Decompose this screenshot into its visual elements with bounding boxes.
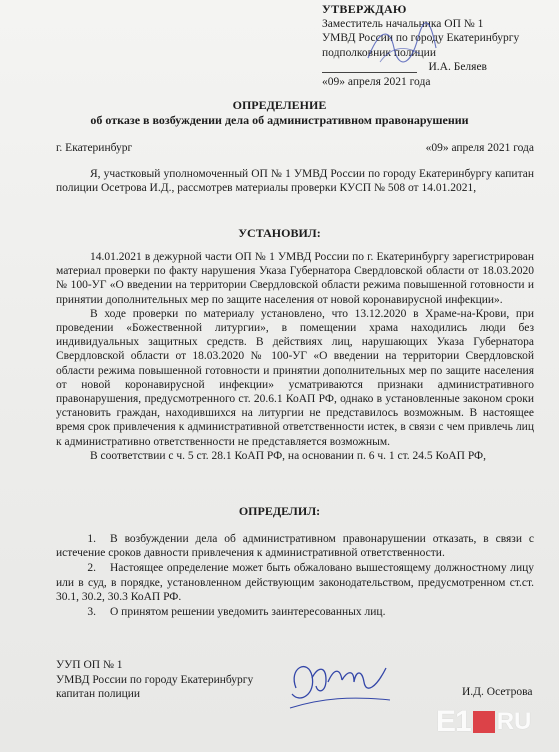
approval-block — [322, 2, 519, 89]
signatory-line-2: УМВД России по городу Екатеринбургу — [56, 673, 254, 686]
intro-text: Я, участковый уполномоченный ОП № 1 УМВД России по городу Екатеринбургу капитан полиции Осетрова И.Д., рассмотрев материалы проверки КУСП № 508 от 14.01.2021, — [56, 168, 534, 195]
established-paragraph-1: 14.01.2021 в дежурной части ОП № 1 УМВД России по г. Екатеринбургу зарегистрирован материал проверки по факту нарушения Указа Губернатора Свердловской области от 18.03.2020 № 100-УГ «О введении на территории Свердловской области режима повышенной готовности и принятии дополнительных мер по защите населения от новой коронавирусной инфекции». — [56, 251, 534, 306]
document-date: «09» апреля 2021 года — [425, 142, 534, 154]
approval-heading: УТВЕРЖДАЮ — [322, 2, 407, 16]
established-section — [56, 250, 534, 463]
established-heading: УСТАНОВИЛ: — [238, 226, 321, 240]
signatory-line-1: УУП ОП № 1 — [56, 659, 123, 671]
decided-item-number: 3. — [87, 606, 96, 619]
approval-line-3: подполковник полиции — [322, 46, 436, 59]
document-title: ОПРЕДЕЛЕНИЕ — [232, 98, 327, 112]
approval-signature-line — [322, 60, 487, 75]
decided-item — [56, 605, 534, 619]
decided-item-number: 1. — [87, 533, 96, 545]
intro-paragraph — [56, 167, 534, 195]
decided-item-number: 2. — [87, 562, 96, 575]
established-paragraph-2: В ходе проверки по материалу установлено, что 13.12.2020 в Храме-на-Крови, при проведении «Божественной литургии», в помещении храма находились люди без индивидуальных защитных средств. В действиях лиц, нарушающих Указа Губернатора Свердловской области от 18.03.2020 № 100-УГ «О введении на территории Свердловской области режима повышенной готовности и принятии дополнительных мер по защите населения от новой коронавирусной инфекции» усматриваются признаки административного правонарушения, предусмотренного ст. 20.6.1 КоАП РФ, однако в установленные законом сроки установить граждан, находившихся на литургии не представилось возможным. В настоящее время срок привлечения к административной ответственности истек, в связи с чем привлечь лиц к административно ответственности не представляется возможным. — [56, 307, 534, 448]
logo-text-right: RU — [496, 708, 532, 735]
approval-date: «09» апреля 2021 года — [322, 75, 431, 88]
established-paragraph-3: В соответствии с ч. 5 ст. 28.1 КоАП РФ, на основании п. 6 ч. 1 ст. 24.5 КоАП РФ, — [90, 449, 487, 462]
decided-item-text: О принятом решении уведомить заинтересованных лиц. — [110, 606, 386, 619]
logo-red-square-icon — [473, 711, 495, 733]
handwritten-signature-icon — [282, 648, 394, 716]
decided-item-text: Настоящее определение может быть обжаловано вышестоящему должностному лицу или в суд, в порядке, установленном действующим законодательством, предусмотренном ст.ст. 30.1, 30.2, 30.3 КоАП РФ. — [56, 562, 534, 603]
approval-signer: И.А. Беляев — [428, 61, 487, 73]
place-date-row — [56, 142, 534, 154]
logo-text-left: E1 — [436, 705, 471, 738]
decided-item — [56, 561, 534, 604]
document-city: г. Екатеринбург — [56, 142, 133, 154]
signatory-line-3: капитан полиции — [56, 688, 141, 700]
e1-logo — [436, 702, 556, 742]
decided-heading: ОПРЕДЕЛИЛ: — [238, 504, 321, 518]
signatory-name: И.Д. Осетрова — [462, 686, 533, 698]
approval-line-2: УМВД России по городу Екатеринбургу — [322, 32, 520, 44]
document-subtitle: об отказе в возбуждении дела об административном правонарушении — [90, 113, 469, 127]
approval-line-1: Заместитель начальника ОП № 1 — [322, 17, 484, 30]
decided-item-text: В возбуждении дела об административном правонарушении отказать, в связи с истечение сроков давности привлечения к административной ответственности. — [56, 533, 534, 560]
signature-underline — [322, 60, 417, 73]
decided-list — [56, 532, 534, 620]
decided-item — [56, 532, 534, 560]
signatory-block — [56, 658, 253, 702]
